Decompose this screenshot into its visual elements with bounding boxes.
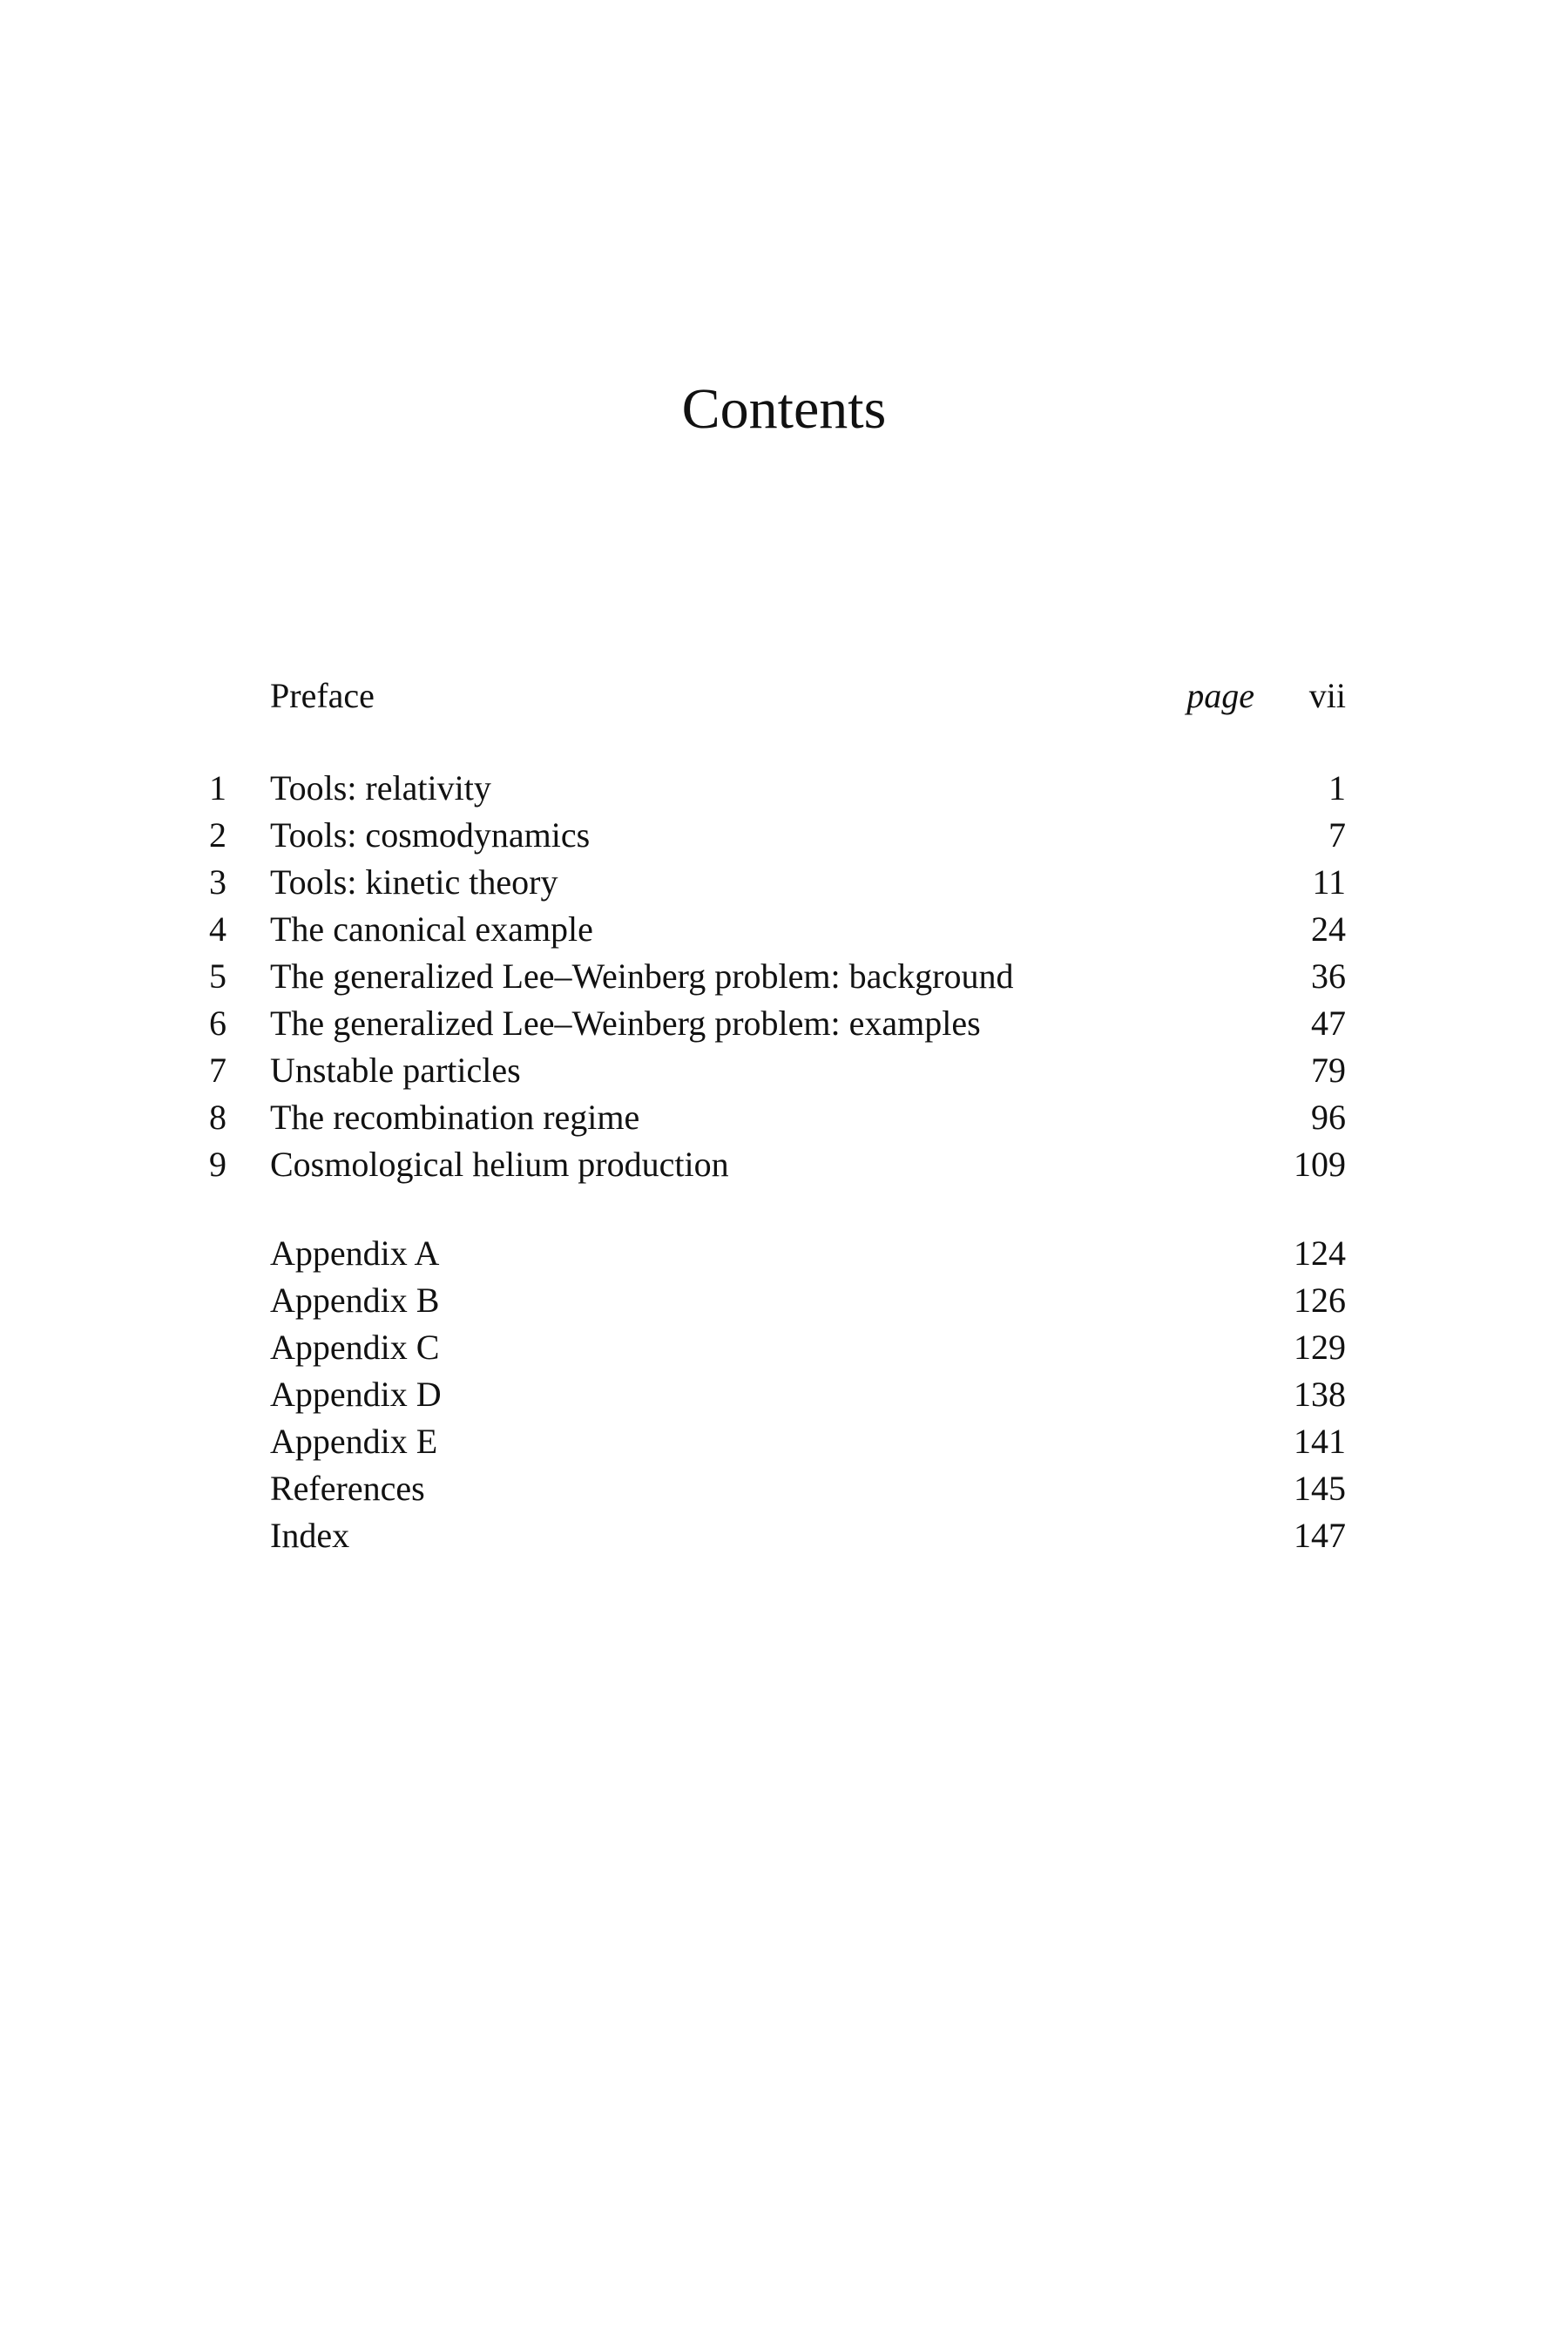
- toc-label: The generalized Lee–Weinberg problem: background: [270, 956, 1014, 996]
- toc-page: 24: [1311, 909, 1346, 949]
- chapter-number: 2: [209, 815, 226, 855]
- toc-label: Index: [270, 1516, 350, 1555]
- toc-page: 109: [1294, 1145, 1346, 1184]
- toc-row-chapter[interactable]: [200, 765, 1346, 812]
- toc-page: 1: [1328, 768, 1346, 808]
- toc-label: References: [270, 1469, 425, 1508]
- toc-label: Appendix A: [270, 1233, 440, 1273]
- toc-page: 141: [1294, 1422, 1346, 1461]
- toc-label: Appendix D: [270, 1375, 442, 1414]
- toc-row-chapter[interactable]: [200, 1000, 1346, 1047]
- toc-page: 11: [1312, 862, 1346, 902]
- toc-label: The canonical example: [270, 909, 593, 949]
- toc-row-references[interactable]: [200, 1465, 1346, 1512]
- page-title: Contents: [681, 377, 887, 441]
- toc-label: Appendix E: [270, 1422, 438, 1461]
- toc-row-appendix-e[interactable]: [200, 1418, 1346, 1465]
- toc-page: 47: [1311, 1004, 1346, 1043]
- toc-row-chapter[interactable]: [200, 1094, 1346, 1141]
- toc-page: 138: [1294, 1375, 1346, 1414]
- toc-page: 7: [1328, 815, 1346, 855]
- chapter-number: 7: [209, 1051, 226, 1090]
- toc-page: 126: [1294, 1281, 1346, 1320]
- toc-label: Appendix C: [270, 1328, 440, 1367]
- toc-label: Appendix B: [270, 1281, 440, 1320]
- toc-row-appendix-c[interactable]: [200, 1324, 1346, 1371]
- chapter-number: 5: [209, 956, 226, 996]
- toc-label: The generalized Lee–Weinberg problem: examples: [270, 1004, 981, 1043]
- toc-row-appendix-d[interactable]: [200, 1371, 1346, 1418]
- toc-row-preface[interactable]: [200, 672, 1346, 720]
- page-word: page: [1186, 676, 1254, 715]
- toc-label: Tools: kinetic theory: [270, 862, 558, 902]
- chapter-number: 8: [209, 1098, 226, 1137]
- toc-label: Preface: [270, 676, 375, 715]
- toc-row-chapter[interactable]: [200, 953, 1346, 1000]
- toc-page: 36: [1311, 956, 1346, 996]
- toc-row-chapter[interactable]: [200, 859, 1346, 906]
- chapter-number: 1: [209, 768, 226, 808]
- toc-row-index[interactable]: [200, 1512, 1346, 1559]
- toc-row-appendix-a[interactable]: [200, 1230, 1346, 1277]
- toc-page: vii: [1308, 676, 1346, 715]
- toc-row-chapter[interactable]: [200, 1047, 1346, 1094]
- toc-page: 124: [1294, 1233, 1346, 1273]
- toc-page: 129: [1294, 1328, 1346, 1367]
- toc-label: Unstable particles: [270, 1051, 521, 1090]
- chapter-number: 9: [209, 1145, 226, 1184]
- toc-label: Tools: cosmodynamics: [270, 815, 591, 855]
- toc-row-chapter[interactable]: [200, 906, 1346, 953]
- chapter-number: 4: [209, 909, 226, 949]
- toc-label: The recombination regime: [270, 1098, 640, 1137]
- toc-row-chapter[interactable]: [200, 1141, 1346, 1188]
- toc-page: 145: [1294, 1469, 1346, 1508]
- chapter-number: 6: [209, 1004, 226, 1043]
- toc-page: 79: [1311, 1051, 1346, 1090]
- toc-page: 96: [1311, 1098, 1346, 1137]
- toc-row-chapter[interactable]: [200, 812, 1346, 859]
- toc-label: Tools: relativity: [270, 768, 491, 808]
- toc-label: Cosmological helium production: [270, 1145, 729, 1184]
- toc-page: 147: [1294, 1516, 1346, 1555]
- chapter-number: 3: [209, 862, 226, 902]
- toc-row-appendix-b[interactable]: [200, 1277, 1346, 1324]
